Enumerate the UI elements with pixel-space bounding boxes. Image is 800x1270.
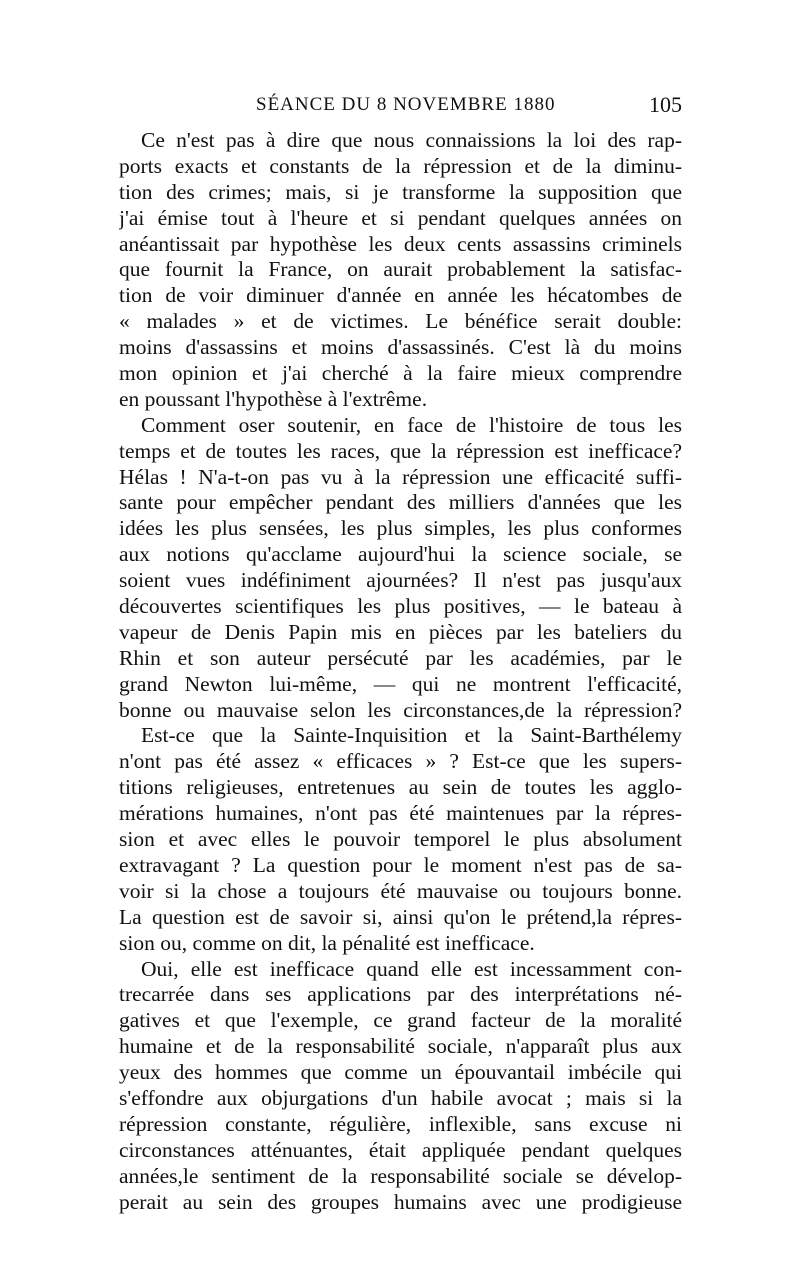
text-line: sion ou, comme on dit, la pénalité est inefficace. bbox=[119, 930, 535, 955]
text-line: vapeur de Denis Papin mis en pièces par les bateliers du bbox=[119, 619, 682, 644]
text-line: anéantissait par hypothèse les deux cents assassins criminels bbox=[119, 231, 682, 256]
text-line: circonstances atténuantes, était appliquée pendant quelques bbox=[119, 1137, 682, 1162]
text-line: Oui, elle est inefficace quand elle est incessamment con- bbox=[141, 956, 682, 981]
text-line: « malades » et de victimes. Le bénéfice serait double: bbox=[119, 309, 682, 334]
running-head bbox=[119, 92, 682, 122]
text-line: bonne ou mauvaise selon les circonstances,de la répression? bbox=[119, 697, 682, 722]
text-line: Ce n'est pas à dire que nous connaissions la loi des rap- bbox=[141, 128, 682, 152]
text-line: humaine et de la responsabilité sociale, n'apparaît plus aux bbox=[119, 1034, 682, 1059]
text-line: Hélas ! N'a-t-on pas vu à la répression une efficacité suffi- bbox=[119, 464, 682, 489]
text-line: sion et avec elles le pouvoir temporel le plus absolument bbox=[119, 827, 682, 852]
text-line: voir si la chose a toujours été mauvaise ou toujours bonne. bbox=[119, 878, 682, 903]
text-line: aux notions qu'acclame aujourd'hui la science sociale, se bbox=[119, 542, 682, 567]
text-line: titions religieuses, entretenues au sein de toutes les agglo- bbox=[119, 775, 682, 800]
text-line: en poussant l'hypothèse à l'extrême. bbox=[119, 386, 428, 411]
text-line: moins d'assassins et moins d'assassinés. C'est là du moins bbox=[119, 335, 682, 360]
text-line: idées les plus sensées, les plus simples, les plus conformes bbox=[119, 516, 682, 541]
text-line: ports exacts et constants de la répression et de la diminu- bbox=[119, 153, 682, 178]
text-line: découvertes scientifiques les plus positives, — le bateau à bbox=[119, 594, 682, 619]
text-line: mérations humaines, n'ont pas été maintenues par la répres- bbox=[119, 801, 682, 826]
text-line: La question est de savoir si, ainsi qu'on le prétend,la répres- bbox=[119, 904, 682, 929]
text-line: grand Newton lui-même, — qui ne montrent l'efficacité, bbox=[119, 671, 682, 696]
text-line: perait au sein des groupes humains avec une prodigieuse bbox=[119, 1189, 682, 1214]
text-line: répression constante, régulière, inflexible, sans excuse ni bbox=[119, 1111, 682, 1136]
body-text bbox=[119, 128, 682, 1215]
text-line: yeux des hommes que comme un épouvantail imbécile qui bbox=[119, 1060, 682, 1085]
text-line: n'ont pas été assez « efficaces » ? Est-ce que les supers- bbox=[119, 749, 682, 774]
text-line: Comment oser soutenir, en face de l'histoire de tous les bbox=[141, 412, 682, 437]
text-line: gatives et que l'exemple, ce grand facteur de la moralité bbox=[119, 1008, 682, 1033]
text-line: soient vues indéfiniment ajournées? Il n'est pas jusqu'aux bbox=[119, 568, 682, 593]
text-line: s'effondre aux objurgations d'un habile avocat ; mais si la bbox=[119, 1085, 682, 1110]
text-line: années,le sentiment de la responsabilité sociale se dévelop- bbox=[119, 1163, 682, 1188]
text-line: Rhin et son auteur persécuté par les académies, par le bbox=[119, 645, 682, 670]
text-line: temps et de toutes les races, que la répression est inefficace? bbox=[119, 438, 682, 463]
page-number: 105 bbox=[649, 92, 682, 117]
text-line: tion des crimes; mais, si je transforme la supposition que bbox=[119, 179, 682, 204]
text-line: tion de voir diminuer d'année en année les hécatombes de bbox=[119, 283, 682, 308]
text-line: mon opinion et j'ai cherché à la faire mieux comprendre bbox=[119, 361, 682, 386]
text-line: Est-ce que la Sainte-Inquisition et la Saint-Barthélemy bbox=[141, 723, 682, 748]
running-title: SÉANCE DU 8 NOVEMBRE 1880 bbox=[256, 94, 556, 115]
text-line: trecarrée dans ses applications par des interprétations né- bbox=[119, 982, 682, 1007]
text-line: sante pour empêcher pendant des milliers d'années que les bbox=[119, 490, 682, 515]
text-line: extravagant ? La question pour le moment n'est pas de sa- bbox=[119, 852, 682, 877]
text-line: que fournit la France, on aurait probablement la satisfac- bbox=[119, 257, 682, 282]
text-line: j'ai émise tout à l'heure et si pendant quelques années on bbox=[119, 205, 682, 230]
